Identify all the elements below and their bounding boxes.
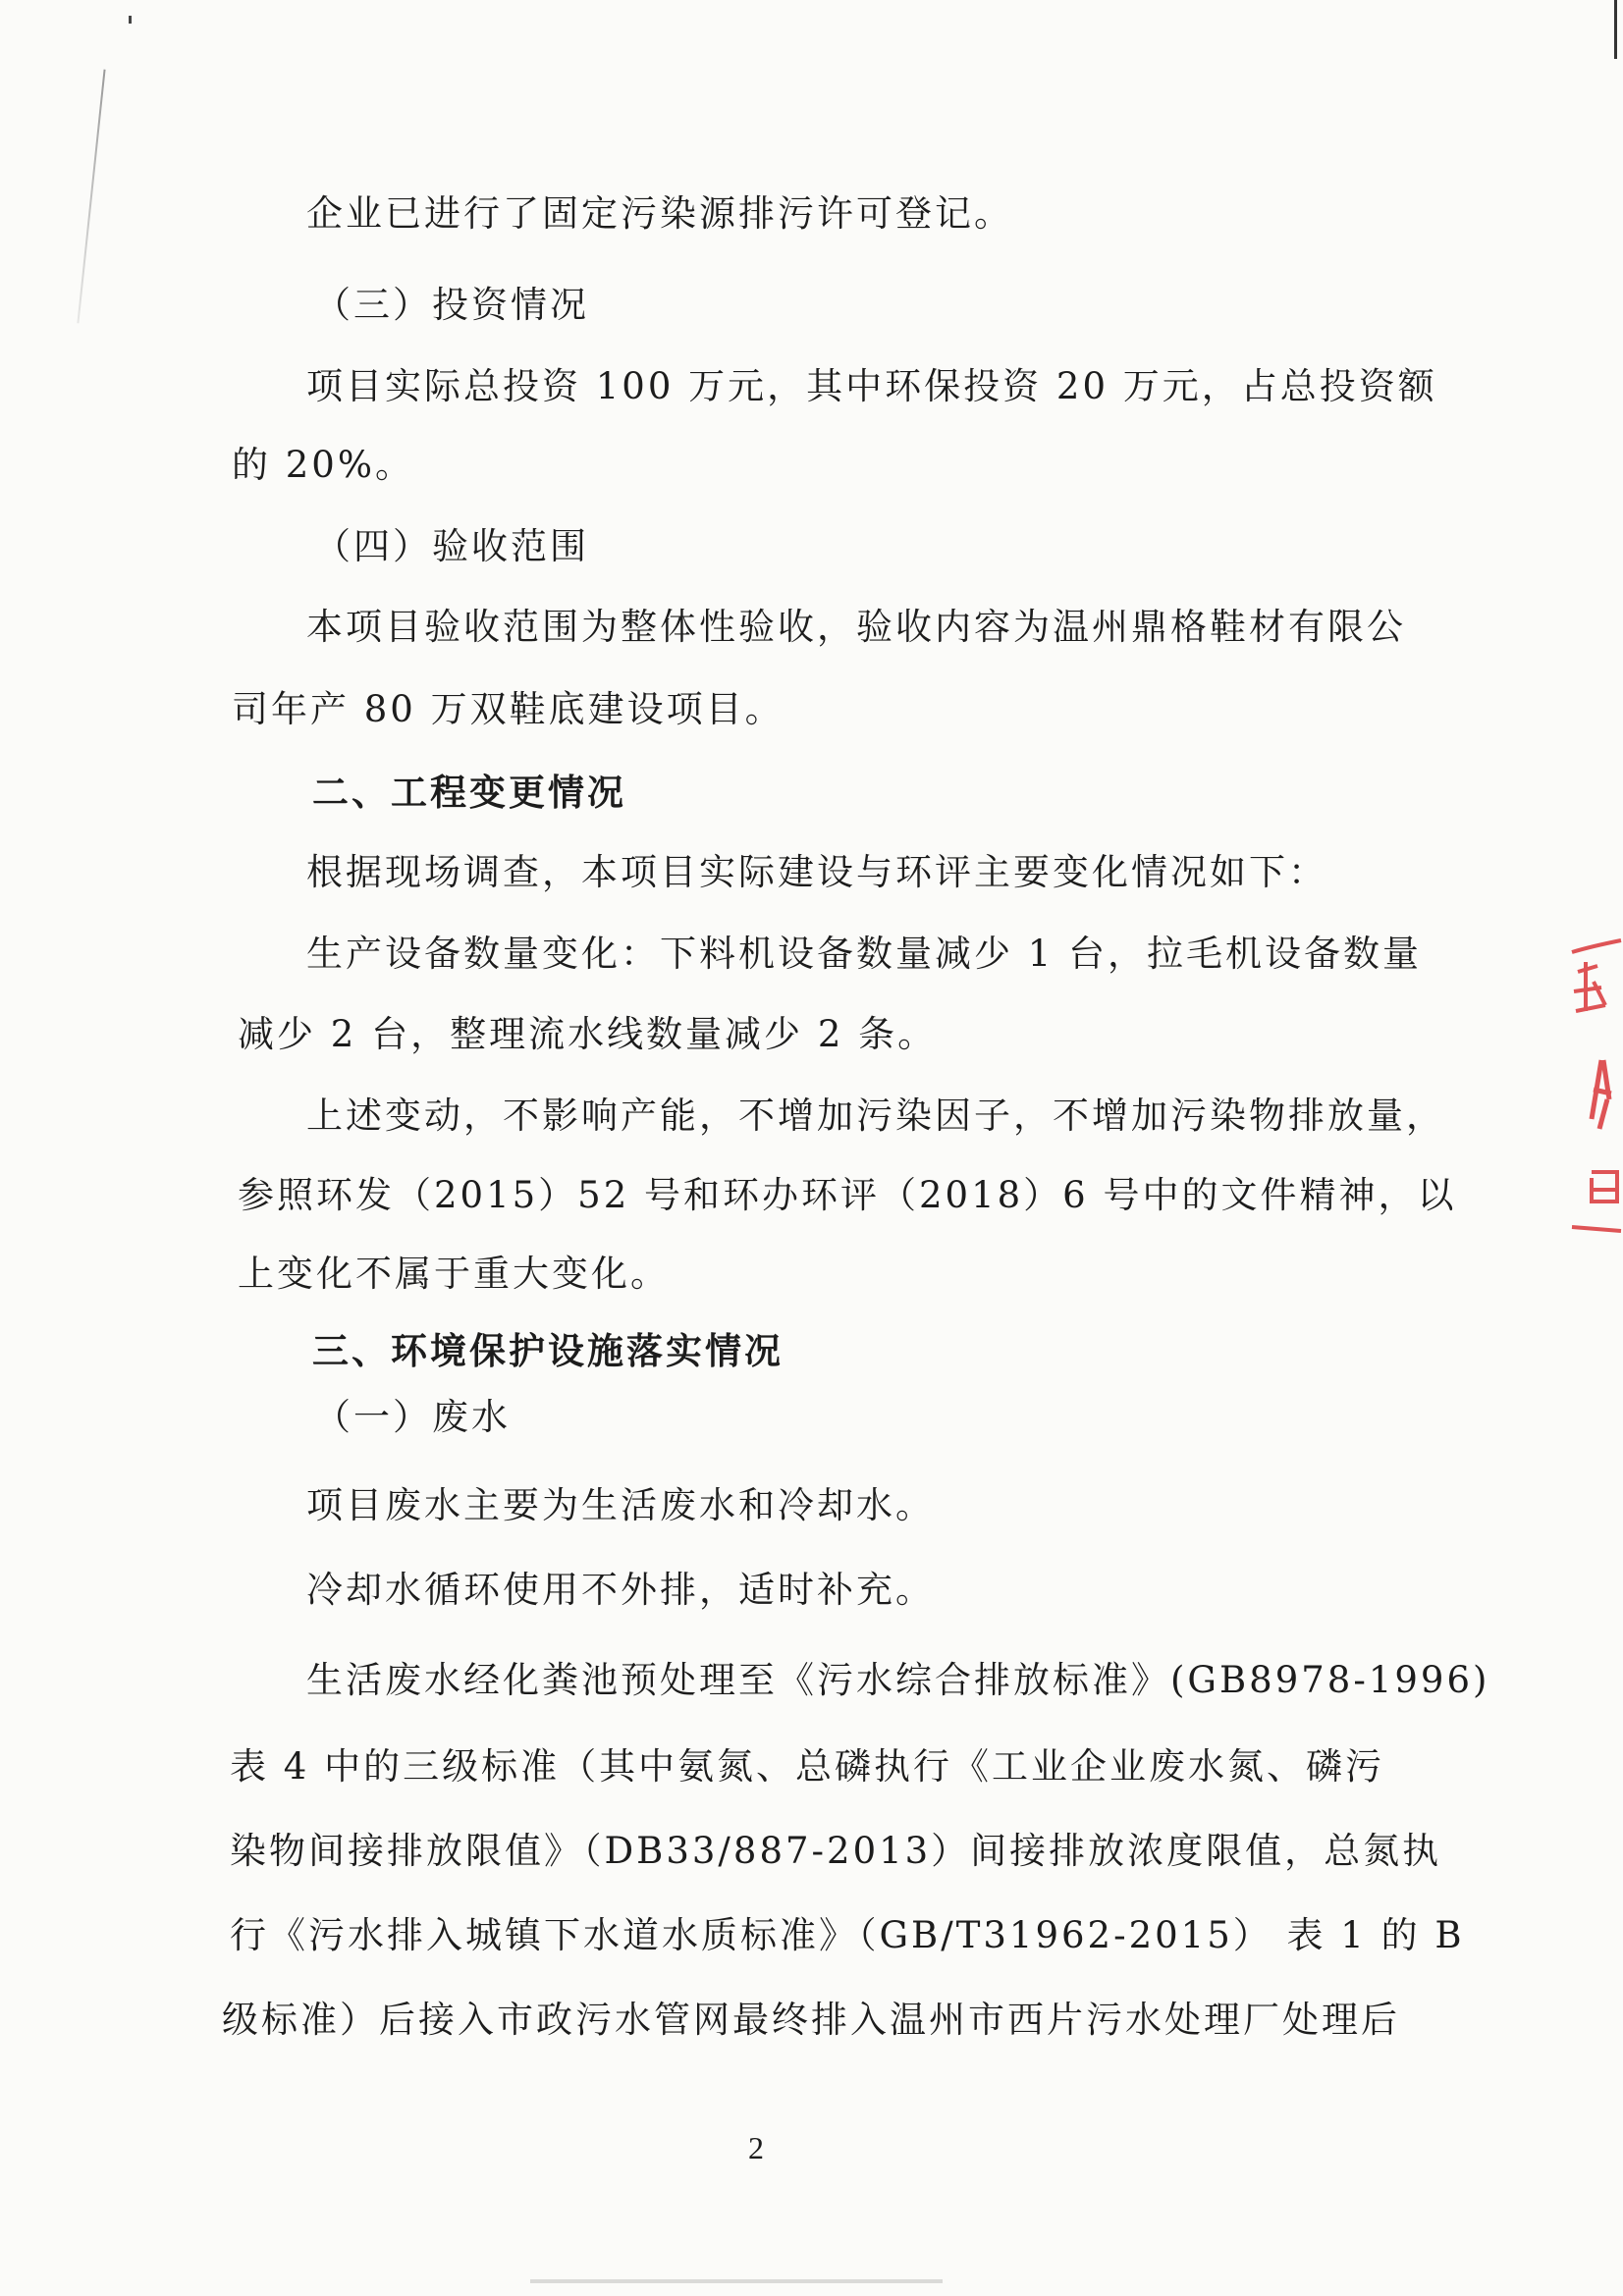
paragraph-line: 行《污水排入城镇下水道水质标准》（GB/T31962-2015） 表 1 的 B (230, 1914, 1465, 1956)
paragraph-line: 项目实际总投资 100 万元，其中环保投资 20 万元，占总投资额 (306, 365, 1437, 407)
scan-edge-line (77, 70, 105, 324)
paragraph-line: 项目废水主要为生活废水和冷却水。 (306, 1484, 935, 1526)
subsection-heading: （四）验收范围 (314, 525, 589, 567)
paragraph-line: 根据现场调查，本项目实际建设与环评主要变化情况如下： (306, 851, 1327, 893)
paragraph-line: 司年产 80 万双鞋底建设项目。 (232, 688, 784, 730)
paragraph-line: 级标准）后接入市政污水管网最终排入温州市西片污水处理厂处理后 (222, 1999, 1400, 2041)
paragraph-line: 参照环发（2015）52 号和环办环评（2018）6 号中的文件精神，以 (238, 1174, 1457, 1216)
scan-smudge (530, 2279, 943, 2283)
paragraph-line: 上述变动，不影响产能，不增加污染因子，不增加污染物排放量， (306, 1095, 1445, 1137)
section-heading: 二、工程变更情况 (312, 771, 626, 814)
subsection-heading: （一）废水 (314, 1396, 511, 1438)
paragraph-line: 染物间接排放限值》（DB33/887-2013）间接排放浓度限值，总氮执 (230, 1830, 1442, 1872)
paragraph-line: 企业已进行了固定污染源排污许可登记。 (306, 192, 1013, 235)
paragraph-line: 上变化不属于重大变化。 (238, 1253, 670, 1295)
scan-edge-mark (1614, 0, 1617, 59)
seal-stamp-graphic (1564, 933, 1623, 1286)
paragraph-line: 减少 2 台，整理流水线数量减少 2 条。 (238, 1013, 938, 1055)
paragraph-line: 的 20%。 (232, 444, 414, 486)
paragraph-line: 生产设备数量变化：下料机设备数量减少 1 台，拉毛机设备数量 (306, 933, 1423, 975)
section-heading: 三、环境保护设施落实情况 (312, 1329, 784, 1372)
paragraph-line: 冷却水循环使用不外排，适时补充。 (306, 1569, 935, 1611)
subsection-heading: （三）投资情况 (314, 284, 589, 326)
page-number: 2 (748, 2130, 764, 2165)
seal-stamp (1564, 933, 1623, 1286)
paragraph-line: 本项目验收范围为整体性验收，验收内容为温州鼎格鞋材有限公 (306, 606, 1406, 648)
paragraph-line: 生活废水经化粪池预处理至《污水综合排放标准》(GB8978-1996) (306, 1659, 1490, 1701)
scan-mark (129, 16, 132, 24)
paragraph-line: 表 4 中的三级标准（其中氨氮、总磷执行《工业企业废水氮、磷污 (230, 1745, 1385, 1788)
